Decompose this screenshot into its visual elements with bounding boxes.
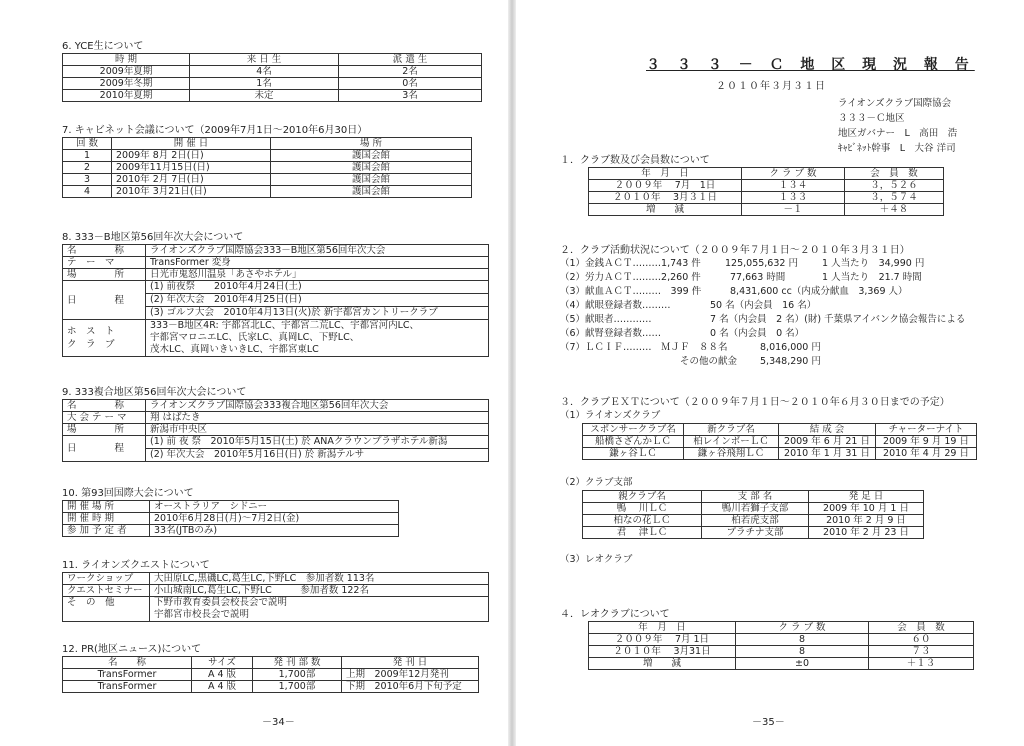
org-line: ３３３－Ｃ地区 (838, 113, 905, 124)
activity-label: その他の献金 (680, 356, 738, 367)
header-cell: 回 数 (63, 138, 112, 150)
table-cell: プラチナ支部 (702, 527, 809, 539)
table-cell: 未定 (190, 90, 339, 102)
host-line: 茂木LC、真岡いきいきLC、宇都宮東LC (150, 344, 319, 355)
table-cell: 船橋さざんかＬＣ (583, 436, 684, 448)
table-header-row (63, 138, 472, 150)
header-cell: 名 称 (63, 657, 192, 669)
schedule-line: (1) 前夜祭 2010年4月24日(土) (146, 281, 488, 294)
club-count-table (588, 167, 944, 216)
table-cell: 日光市鬼怒川温泉「あさやホテル」 (146, 269, 489, 281)
table-row (63, 681, 479, 693)
org-line: ｷｬﾋﾞﾈｯﾄ幹事 L 大谷 洋司 (838, 143, 956, 154)
pr-table (62, 656, 479, 693)
table-cell: 増 減 (589, 204, 742, 216)
table-cell: 小山城南LC,葛生LC,下野LC 参加者数 122名 (150, 585, 489, 597)
table-row (63, 424, 489, 436)
activity-value: 8,016,000 円 (760, 342, 821, 353)
schedule-cell (146, 436, 489, 462)
header-cell: 派 遣 生 (339, 54, 482, 66)
header-cell: 場 所 (271, 138, 472, 150)
table-cell: ±0 (736, 658, 869, 670)
activity-value: 5,348,290 円 (760, 356, 821, 367)
section-heading: 12. PR(地区ニュース)について (62, 644, 202, 655)
activity-label: （6）献腎登録者数…… (560, 328, 662, 339)
table-cell: 護国会館 (271, 186, 472, 198)
header-cell: チャーターナイト (876, 424, 977, 436)
org-line: ライオンズクラブ国際協会 (838, 98, 952, 109)
table-cell: 2009年夏期 (63, 66, 190, 78)
cabinet-table (62, 137, 472, 198)
table-cell: 柏レインボーＬＣ (684, 436, 779, 448)
table-header-row (589, 168, 944, 180)
branch-table (582, 490, 924, 539)
table-cell: ２０１０年 3月31日 (589, 646, 736, 658)
table-cell: 2009 年 10 月 1 日 (809, 503, 924, 515)
row-label: 場 所 (63, 269, 146, 281)
subheading-lions-club: （1）ライオンズクラブ (560, 410, 661, 421)
table-row (63, 525, 399, 537)
header-cell: サイズ (192, 657, 253, 669)
row-label: 名 称 (63, 245, 146, 257)
table-row (63, 162, 472, 174)
header-cell: 年 月 日 (589, 622, 736, 634)
table-row (589, 634, 974, 646)
table-cell: 護国会館 (271, 162, 472, 174)
section-heading: 10. 第93回国際大会について (62, 488, 194, 499)
table-cell: １３３ (742, 192, 845, 204)
table-row (63, 150, 472, 162)
table-row (63, 585, 489, 597)
subheading-branch: （2）クラブ支部 (560, 477, 633, 488)
row-label: 名 称 (63, 400, 146, 412)
table-header-row (583, 491, 924, 503)
table-cell: 下期 2010年6月下旬予定 (342, 681, 479, 693)
row-label: 大 会 テ ー マ (63, 412, 146, 424)
section-club-ext (560, 396, 977, 567)
table-row (589, 180, 944, 192)
row-label: 場 所 (63, 424, 146, 436)
table-cell: 鴨 川ＬＣ (583, 503, 702, 515)
table-cell: 2009 年 6 月 21 日 (779, 436, 876, 448)
table-cell: 4 (63, 186, 112, 198)
table-cell: 2010 年 2 月 23 日 (809, 527, 924, 539)
section-heading: ２．クラブ活動状況について（２００９年７月１日～２０１０年３月３１日） (560, 245, 910, 256)
org-block (838, 96, 957, 156)
lions-quest-table (62, 572, 489, 622)
activity-value: 50 名（内会員 16 名） (710, 300, 817, 311)
table-cell: 2010年夏期 (63, 90, 190, 102)
table-cell: 2010 年 2 月 9 日 (809, 515, 924, 527)
table-cell: 柏なの花ＬＣ (583, 515, 702, 527)
table-row (589, 204, 944, 216)
activity-label: （3）献血ＡＣＴ……… 399 件 (560, 286, 702, 297)
table-cell: ライオンズクラブ国際協会333－B地区第56回年次大会 (146, 245, 489, 257)
table-header-row (63, 657, 479, 669)
table-row (583, 448, 977, 460)
table-row (63, 66, 482, 78)
table-header-row (63, 54, 482, 66)
table-row (63, 669, 479, 681)
table-cell: ６０ (869, 634, 974, 646)
left-page (0, 0, 508, 746)
international-convention-table (62, 500, 399, 537)
table-header-row (583, 424, 977, 436)
row-label (63, 320, 146, 357)
activity-label: （7）ＬＣＩＦ……… ＭＪＦ ８８名 (560, 342, 728, 353)
schedule-cell (146, 281, 489, 320)
section-heading: ４．レオクラブについて (560, 609, 670, 620)
section-heading: 6. YCE生について (62, 41, 144, 52)
table-cell: 3名 (339, 90, 482, 102)
table-row (63, 412, 489, 424)
row-label: 開 催 時 期 (63, 513, 150, 525)
host-line: 333－B地区4R: 宇都宮北LC、宇都宮二荒LC、宇都宮河内LC、 (150, 320, 420, 331)
report-date: ２０１０年３月３１日 (716, 81, 826, 92)
table-cell: 鎌ヶ谷飛翔ＬＣ (684, 448, 779, 460)
table-cell: 2 (63, 162, 112, 174)
header-cell: 年 月 日 (589, 168, 742, 180)
header-cell: 結 成 会 (779, 424, 876, 436)
page-number: －34－ (262, 717, 295, 728)
table-cell: 護国会館 (271, 150, 472, 162)
activities-list (560, 257, 1020, 371)
table-cell: ライオンズクラブ国際協会333複合地区第56回年次大会 (146, 400, 489, 412)
table-cell: 1 (63, 150, 112, 162)
schedule-line: (2) 年次大会 2010年5月16日(日) 於 新潟テルサ (150, 449, 365, 460)
table-cell: －１ (742, 204, 845, 216)
activity-label: （5）献眼者………… (560, 314, 652, 325)
table-cell: TransFormer 変身 (146, 257, 489, 269)
host-label-line: ク ラ ブ (67, 339, 115, 350)
section-heading: 11. ライオンズクエストについて (62, 560, 210, 571)
activity-value: 125,055,632 円 (725, 258, 798, 269)
table-cell: 翔 はばたき (146, 412, 489, 424)
table-cell: TransFormer (63, 669, 192, 681)
table-cell: 2009 年 9 月 19 日 (876, 436, 977, 448)
row-label: クエストセミナー (63, 585, 150, 597)
section-heading: 9. 333複合地区第56回年次大会について (62, 387, 247, 398)
header-cell: ク ラ ブ 数 (736, 622, 869, 634)
table-cell: ２００９年 7月 1日 (589, 634, 736, 646)
header-cell: 支 部 名 (702, 491, 809, 503)
activity-note: 1 人当たり 21.7 時間 (822, 272, 922, 283)
table-cell: 大田原LC,黒磯LC,葛生LC,下野LC 参加者数 113名 (150, 573, 489, 585)
leo-club-table (588, 621, 974, 670)
header-cell: 開 催 日 (112, 138, 271, 150)
book-gutter (508, 0, 516, 746)
other-line: 下野市教育委員会校長会で説明 (154, 597, 288, 608)
header-cell: 親クラブ名 (583, 491, 702, 503)
table-row (589, 658, 974, 670)
header-cell: 発 足 日 (809, 491, 924, 503)
header-cell: 時 期 (63, 54, 190, 66)
section-heading: 7. キャビネット会議について（2009年7月1日～2010年6月30日） (62, 125, 368, 136)
table-cell: 柏若虎支部 (702, 515, 809, 527)
table-cell: 4名 (190, 66, 339, 78)
table-row (63, 501, 399, 513)
table-cell: 2009年 8月 2日(日) (112, 150, 271, 162)
table-cell: 護国会館 (271, 174, 472, 186)
table-cell: ３，５２６ (845, 180, 944, 192)
table-cell: 1,700部 (253, 681, 342, 693)
section-heading: 8. 333－B地区第56回年次大会について (62, 232, 244, 243)
table-cell: 8 (736, 646, 869, 658)
page-number: －35－ (752, 717, 785, 728)
section-multiple-convention (62, 386, 489, 462)
table-cell: ＋１３ (869, 658, 974, 670)
table-cell: 2009年11月15日(日) (112, 162, 271, 174)
header-cell: 発 刊 部 数 (253, 657, 342, 669)
table-cell: 2010年 2月 7日(日) (112, 174, 271, 186)
header-cell: 新クラブ名 (684, 424, 779, 436)
section-international-convention (62, 487, 399, 537)
section-leo-club (560, 608, 974, 670)
table-cell: 2010 年 1 月 31 日 (779, 448, 876, 460)
activity-label: （4）献眼登録者数……… (560, 300, 671, 311)
table-cell: 増 減 (589, 658, 736, 670)
table-row (583, 503, 924, 515)
host-clubs-cell (146, 320, 489, 357)
header-cell: 会 員 数 (869, 622, 974, 634)
table-row (583, 436, 977, 448)
section-b-convention (62, 231, 489, 357)
section-cabinet (62, 124, 472, 198)
table-cell: 上期 2009年12月発刊 (342, 669, 479, 681)
row-label: そ の 他 (63, 597, 150, 622)
header-cell: 来 日 生 (190, 54, 339, 66)
activity-value: 0 名（内会員 0 名） (710, 328, 805, 339)
table-row (589, 192, 944, 204)
table-cell: 8 (736, 634, 869, 646)
host-line: 宇都宮マロニエLC、氏家LC、真岡LC、下野LC、 (150, 332, 360, 343)
activity-value: 8,431,600 cc（内成分献血 3,369 人） (730, 286, 908, 297)
table-row (63, 281, 489, 320)
header-cell: スポンサークラブ名 (583, 424, 684, 436)
schedule-line: (1) 前 夜 祭 2010年5月15日(土) 於 ANAクラウンプラザホテル新潟 (146, 436, 488, 449)
table-row (63, 174, 472, 186)
table-row (63, 320, 489, 357)
activity-value: 7 名（内会員 2 名）(財) 千葉県アイバンク協会報告による (710, 314, 966, 325)
header-cell: ク ラ ブ 数 (742, 168, 845, 180)
activity-label: （2）労力ＡＣＴ………2,260 件 (560, 272, 701, 283)
table-cell: 33名(JTBのみ) (150, 525, 399, 537)
schedule-line: (2) 年次大会 2010年4月25日(日) (146, 294, 488, 307)
section-heading: １．クラブ数及び会員数について (560, 155, 710, 166)
table-cell: 1,700部 (253, 669, 342, 681)
activity-value: 77,663 時間 (730, 272, 786, 283)
table-row (63, 78, 482, 90)
header-cell: 発 刊 日 (342, 657, 479, 669)
section-heading: ３．クラブＥＸＴについて（２００９年７月１日～２０１０年６月３０日までの予定） (560, 397, 950, 408)
table-row (63, 269, 489, 281)
subheading-leo-club: （3）レオクラブ (560, 554, 633, 565)
table-row (63, 513, 399, 525)
table-row (63, 245, 489, 257)
table-cell: 2名 (339, 66, 482, 78)
other-line: 宇都宮市校長会で説明 (154, 609, 250, 620)
table-cell: ＋４８ (845, 204, 944, 216)
section-yce (62, 40, 482, 102)
row-label: ワークショップ (63, 573, 150, 585)
activity-label: （1）金銭ＡＣＴ………1,743 件 (560, 258, 701, 269)
table-row (63, 573, 489, 585)
table-cell: ７３ (869, 646, 974, 658)
table-cell: 2010年6月28日(月)～7月2日(金) (150, 513, 399, 525)
table-cell: オーストラリア シドニー (150, 501, 399, 513)
table-row (589, 646, 974, 658)
row-label: 日 程 (63, 436, 146, 462)
table-cell: TransFormer (63, 681, 192, 693)
schedule-line: (3) ゴルフ大会 2010年4月13日(火)於 新宇都宮カントリークラブ (150, 307, 438, 318)
table-cell: 新潟市中央区 (146, 424, 489, 436)
new-clubs-table (582, 423, 977, 460)
table-row (63, 257, 489, 269)
row-label: 日 程 (63, 281, 146, 320)
table-cell: ２０１０年 3月３１日 (589, 192, 742, 204)
table-cell: １３４ (742, 180, 845, 192)
org-line: 地区ガバナー L 高田 浩 (838, 128, 958, 139)
table-cell: 鎌ヶ谷ＬＣ (583, 448, 684, 460)
table-cell: 2010 年 4 月 29 日 (876, 448, 977, 460)
yce-table (62, 53, 482, 102)
header-cell: 会 員 数 (845, 168, 944, 180)
table-cell: A 4 版 (192, 681, 253, 693)
report-title: ３ ３ ３ － Ｃ 地 区 現 況 報 告 (646, 57, 975, 73)
table-cell: 鴨川若獅子支部 (702, 503, 809, 515)
table-row (63, 90, 482, 102)
table-cell: A 4 版 (192, 669, 253, 681)
table-cell: ２００９年 7月 1日 (589, 180, 742, 192)
table-row (63, 186, 472, 198)
b-convention-table (62, 244, 489, 357)
host-label-line: ホ ス ト (67, 326, 115, 337)
table-cell: 君 津ＬＣ (583, 527, 702, 539)
section-club-count (560, 154, 944, 216)
row-label: 開 催 場 所 (63, 501, 150, 513)
row-label: テ ー マ (63, 257, 146, 269)
table-cell: 1名 (190, 78, 339, 90)
table-cell: 3 (63, 174, 112, 186)
section-pr (62, 643, 479, 693)
table-row (63, 436, 489, 462)
table-row (63, 400, 489, 412)
table-cell: 2009年冬期 (63, 78, 190, 90)
table-cell: ３，５７４ (845, 192, 944, 204)
table-row (583, 527, 924, 539)
table-row (583, 515, 924, 527)
table-row (63, 597, 489, 622)
table-cell: 0名 (339, 78, 482, 90)
table-cell: 2010年 3月21日(日) (112, 186, 271, 198)
activity-note: 1 人当たり 34,990 円 (822, 258, 925, 269)
right-page (516, 0, 1024, 746)
table-header-row (589, 622, 974, 634)
table-cell (150, 597, 489, 622)
row-label: 参 加 予 定 者 (63, 525, 150, 537)
section-lions-quest (62, 559, 489, 622)
section-club-activities (560, 244, 1020, 371)
multiple-convention-table (62, 399, 489, 462)
